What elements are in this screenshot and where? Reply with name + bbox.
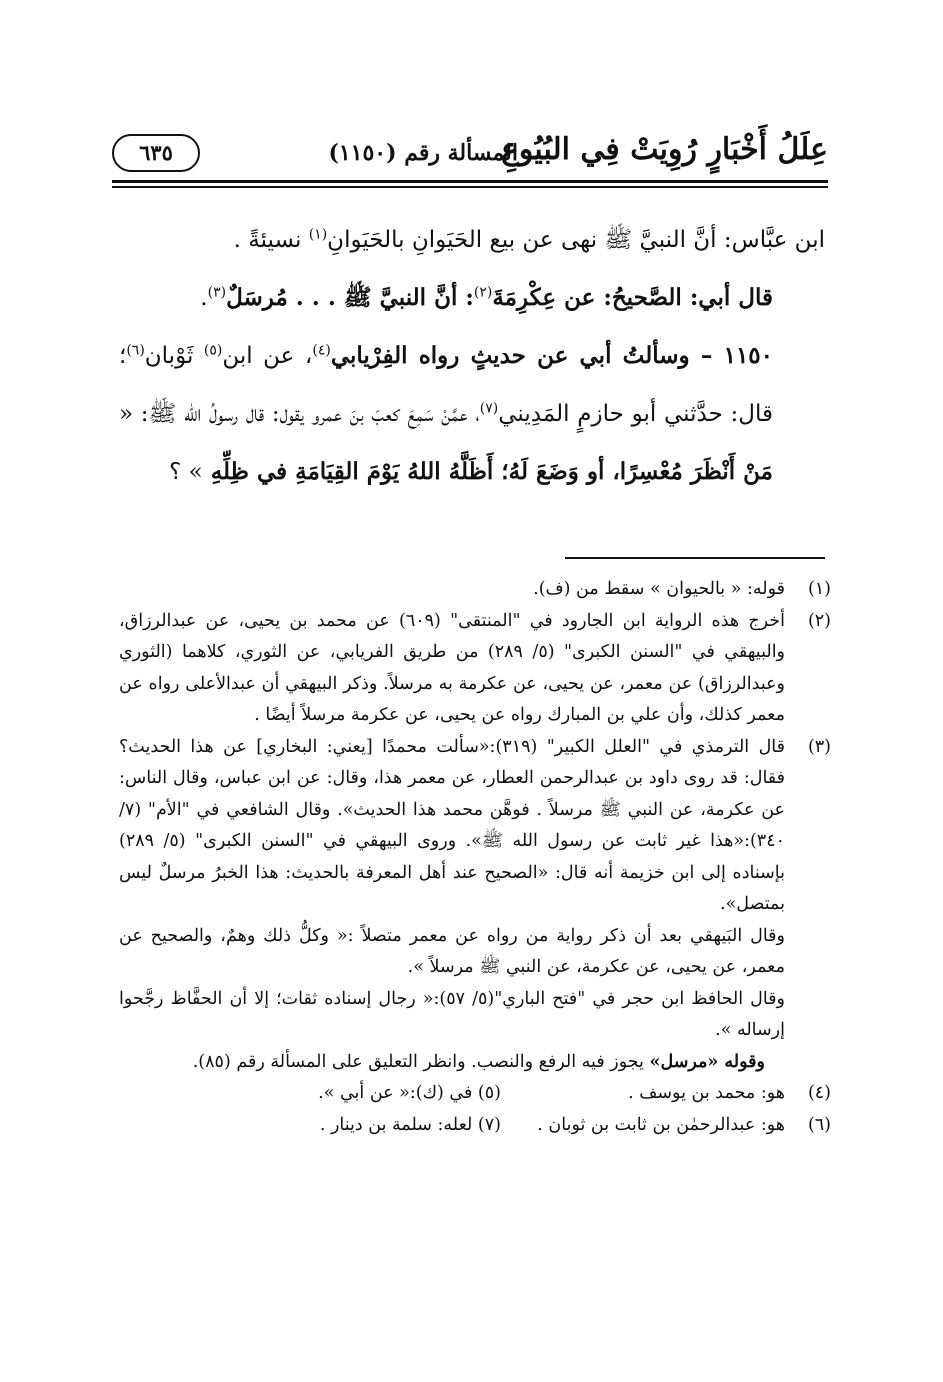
footnote-4: هو: محمد بن يوسف . (628, 1083, 785, 1103)
footnote-3-para-4: وقوله «مرسل» يجوز فيه الرفع والنصب. وانظر التعليق على المسألة رقم (٨٥). (192, 1051, 765, 1072)
footnote-ref-3: (٣) (207, 284, 227, 301)
footnote-ref-5: (٥) (203, 342, 223, 359)
footnote-ref-7: (٧) (479, 400, 499, 417)
footnote-5: (٥) في (ك):« عن أبي ». (318, 1083, 501, 1103)
footnote-ref-4: (٤) (312, 342, 331, 359)
issue-number: المسألة رقم (١١٥٠) (328, 140, 518, 166)
hadith-text: مَنْ أَنْظَرَ مُعْسِرًا، أو وَضَعَ لَهُ؛ أَظَلَّهُ اللهُ يَوْمَ القِيَامَةِ في ظِلِّهِ (202, 458, 773, 485)
footnote-row-4-5: (٤) هو: محمد بن يوسف . (٥) في (ك):« عن أبي ». (119, 1078, 831, 1110)
book-title: عِلَلُ أَخْبَارٍ رُوِيَتْ فِي البُيُوعِ (501, 132, 828, 167)
main-paragraph-2: قال أبي: الصَّحيحُ: عن عِكْرِمَةَ$^{(٢)}$: أنَّ النبيَّ ﷺ . . . مُرسَلٌ$^{(٣)}$. (200, 284, 773, 311)
footnote-3: (٣) قال الترمذي في "العلل الكبير" (٣١٩):«سألت محمدًا [يعني: البخاري] عن هذا الحديث؟ فقال: قد روى داود بن عبدالرحمن العطار، عن معمر هذا، وقال: عن ابن عباس، وقال الناس: عن عكرمة، عن النبي ﷺ مرسلاً . فوهَّن محمد هذا الحديث». وقال الشافعي في "الأم" (٧/ ٣٤٠):«هذا غير ثابت عن رسول الله ﷺ». وروى البيهقي في "السنن الكبرى" (٥/ ٢٨٩) بإسناده إلى ابن خزيمة أنه قال: «الصحيح عند أهل المعرفة بالحديث: هذا الخبرُ مرسلٌ ليس بمتصل». (119, 736, 831, 914)
main-text (119, 212, 825, 501)
question-paragraph: ١١٥٠ – وسألتُ أبي عن حديثٍ رواه الفِرْيابي$^{(٤)}$، عن ابن$^{(٥)}$ ثَوْبان$^{(٦)}$؛ قال: حدَّثني أبو حازمٍ المَدِيني$^{(٧)}$، عمَّنْ سَمِعَ كعبَ بنَ عمرو يقول: قال رسولُ الله ﷺ: « مَنْ أَنْظَرَ مُعْسِرًا، أو وَضَعَ لَهُ؛ أَظَلَّهُ اللهُ يَوْمَ القِيَامَةِ في ظِلِّهِ » ؟ (119, 342, 774, 485)
footnote-ref-1: (١) (308, 226, 328, 243)
header-rule-thick (112, 180, 828, 183)
footnote-6: هو: عبدالرحمٰن بن ثابت بن ثوبان . (537, 1114, 785, 1135)
footnote-ref-2: (٢) (473, 284, 493, 301)
footnote-1: (١) قوله: « بالحيوان » سقط من (ف). (533, 579, 831, 599)
footnotes (119, 574, 831, 1141)
header-rule-thin (112, 186, 828, 188)
footnote-row-6-7: (٦) هو: عبدالرحمٰن بن ثابت بن ثوبان . (٧) لعله: سلمة بن دينار . (119, 1110, 831, 1142)
page-header (112, 128, 828, 178)
footnote-divider (565, 557, 825, 559)
footnote-3-para-3: وقال الحافظ ابن حجر في "فتح الباري"(٥/ ٥٧):« رجال إسناده ثقات؛ إلا أن الحفَّاظ رجَّحوا إرساله ». (119, 988, 785, 1040)
main-paragraph-1: ابن عبَّاس: أنَّ النبيَّ ﷺ نهى عن بيع الحَيَوانِ بالحَيَوانِ$^{(١)}$ نسيئةً . (233, 226, 825, 253)
footnote-3-para-2: وقال البَيهقي بعد أن ذكر رواية من رواه عن معمر متصلاً :« وكلُّ ذلك وهمٌ، والصحيح عن معمر، عن يحيى، عن عكرمة، عن النبي ﷺ مرسلاً ». (119, 925, 785, 977)
page-number-badge: ٦٣٥ (112, 134, 200, 172)
footnote-7: (٧) لعله: سلمة بن دينار . (319, 1114, 501, 1135)
footnote-2: (٢) أخرج هذه الرواية ابن الجارود في "المنتقى" (٦٠٩) عن محمد بن يحيى، عن عبدالرزاق، والبيهقي في "السنن الكبرى" (٥/ ٢٨٩) من طريق الفريابي، عن الثوري، كلاهما (الثوري وعبدالرزاق) عن معمر، عن يحيى، عن عكرمة به مرسلاً. وذكر البيهقي أن عبدالأعلى رواه عن معمر كذلك، وأن علي بن المبارك رواه عن يحيى، عن عكرمة مرسلاً أيضًا . (119, 610, 831, 725)
footnote-ref-6: (٦) (126, 342, 145, 359)
